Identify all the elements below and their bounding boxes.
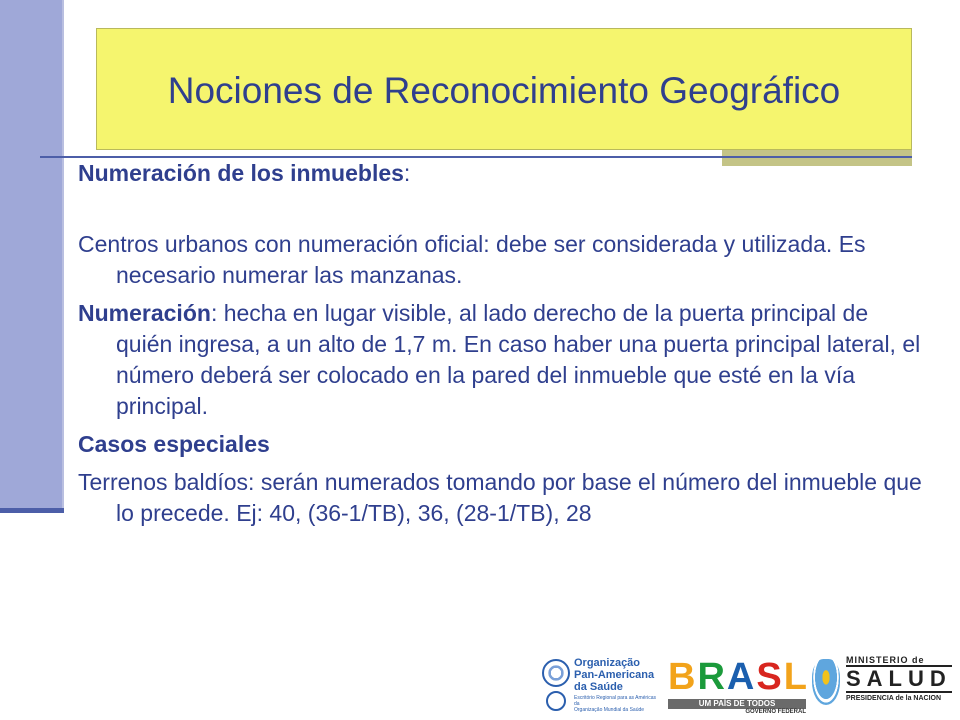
who-emblem-icon xyxy=(546,691,566,711)
paho-subtitle-line1: Escritório Regional para as Américas da xyxy=(574,695,656,707)
slide-body xyxy=(78,158,928,529)
presidencia-label: PRESIDENCIA de la NACION xyxy=(846,695,942,702)
brasil-logo xyxy=(668,655,809,715)
paho-subtitle-line2: Organização Mundial da Saúde xyxy=(574,707,645,713)
footer-logos xyxy=(540,655,960,720)
section-heading-colon: : xyxy=(403,160,411,186)
brasil-tagline: UM PAÍS DE TODOS xyxy=(668,699,806,709)
ministerio-salud-logo xyxy=(812,655,958,715)
salud-label: SALUD xyxy=(846,666,952,691)
paho-name-line3: da Saúde xyxy=(574,681,623,693)
brasil-letter: B xyxy=(668,656,698,698)
numbering-text: : hecha en lugar visible, al lado derecho de la puerta principal de quién ingresa, a un alto de 1,7 m. En caso haber una puerta principal lateral, el número deberá ser colocado en la pared del inmueble que esté en la vía principal. xyxy=(116,300,921,419)
paragraph-urban-centers: Centros urbanos con numeración oficial: debe ser considerada y utilizada. Es necesario numerar las manzanas. xyxy=(78,231,866,288)
title-box xyxy=(96,28,912,150)
brasil-government: GOVERNO FEDERAL xyxy=(745,709,806,715)
brasil-letter: S xyxy=(756,656,784,698)
section-heading-bold: Numeración de los inmuebles xyxy=(78,160,404,186)
brasil-letter: A xyxy=(726,656,757,698)
section-heading xyxy=(78,158,928,189)
slide-title: Nociones de Reconocimiento Geográfico xyxy=(167,70,841,111)
paho-logo xyxy=(540,655,662,715)
paho-name-line1: Organização xyxy=(574,657,641,669)
brasil-letter: R xyxy=(697,656,727,698)
left-accent-bar xyxy=(0,0,64,512)
paho-emblem-icon xyxy=(542,659,570,687)
paragraph-vacant-lots: Terrenos baldíos: serán numerados tomando por base el número del inmueble que lo precede. Ej: 40, (36-1/TB), 36, (28-1/TB), 28 xyxy=(78,469,922,526)
paragraph-numbering xyxy=(78,298,928,422)
left-accent-bar-cap xyxy=(0,508,64,513)
numbering-label: Numeración xyxy=(78,300,211,326)
brasil-letter: L xyxy=(783,656,809,698)
paho-name-line2: Pan-Americana xyxy=(574,669,655,681)
special-cases-heading: Casos especiales xyxy=(78,431,270,457)
argentina-coat-of-arms-icon xyxy=(812,659,840,705)
ministerio-label: MINISTERIO de xyxy=(846,655,925,665)
